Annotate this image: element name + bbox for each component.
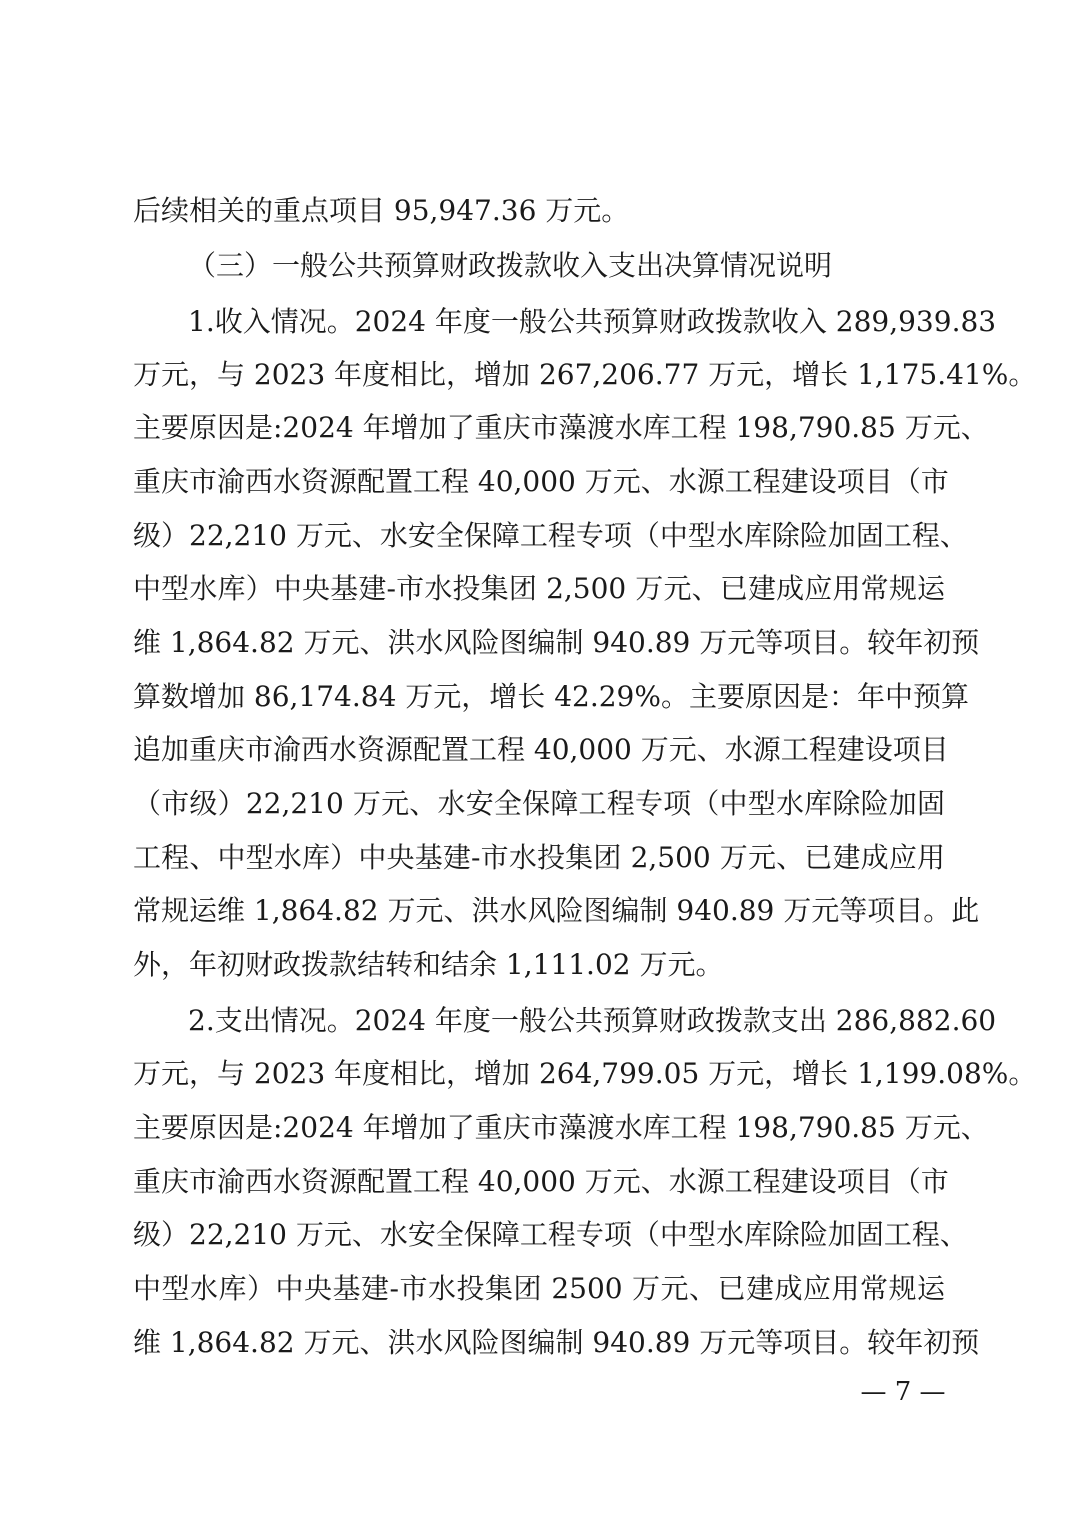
body-text-line: 主要原因是:2024 年增加了重庆市藻渡水库工程 198,790.85 万元、 — [133, 411, 989, 444]
body-text-line: 工程、中型水库）中央基建-市水投集团 2,500 万元、已建成应用 — [133, 841, 945, 874]
body-text-line: 追加重庆市渝西水资源配置工程 40,000 万元、水源工程建设项目 — [133, 733, 949, 766]
body-text-line: 1.收入情况。2024 年度一般公共预算财政拨款收入 289,939.83 — [188, 305, 997, 338]
body-text-line: 维 1,864.82 万元、洪水风险图编制 940.89 万元等项目。较年初预 — [133, 626, 980, 659]
body-text-line: 重庆市渝西水资源配置工程 40,000 万元、水源工程建设项目（市 — [133, 465, 949, 498]
body-text-line: （市级）22,210 万元、水安全保障工程专项（中型水库除险加固 — [133, 787, 945, 820]
page-number: — 7 — — [860, 1377, 946, 1407]
body-text-line: 常规运维 1,864.82 万元、洪水风险图编制 940.89 万元等项目。此 — [133, 894, 980, 927]
body-text-line: 2.支出情况。2024 年度一般公共预算财政拨款支出 286,882.60 — [188, 1004, 997, 1037]
body-text-line: 后续相关的重点项目 95,947.36 万元。 — [133, 194, 630, 227]
body-text-line: 级）22,210 万元、水安全保障工程专项（中型水库除险加固工程、 — [133, 1218, 968, 1251]
body-text-line: 万元，与 2023 年度相比，增加 267,206.77 万元，增长 1,175.41%。 — [133, 358, 1037, 391]
body-text-line: 算数增加 86,174.84 万元，增长 42.29%。主要原因是：年中预算 — [133, 680, 969, 713]
body-text-line: 主要原因是:2024 年增加了重庆市藻渡水库工程 198,790.85 万元、 — [133, 1111, 989, 1144]
body-text-line: 级）22,210 万元、水安全保障工程专项（中型水库除险加固工程、 — [133, 519, 968, 552]
body-text-line: 中型水库）中央基建-市水投集团 2,500 万元、已建成应用常规运 — [133, 572, 945, 605]
body-text-line: 万元，与 2023 年度相比，增加 264,799.05 万元，增长 1,199.08%。 — [133, 1057, 1037, 1090]
body-text-line: 维 1,864.82 万元、洪水风险图编制 940.89 万元等项目。较年初预 — [133, 1326, 980, 1359]
body-text-line: 重庆市渝西水资源配置工程 40,000 万元、水源工程建设项目（市 — [133, 1165, 949, 1198]
body-text-line: 外，年初财政拨款结转和结余 1,111.02 万元。 — [133, 948, 724, 981]
body-text-line: 中型水库）中央基建-市水投集团 2500 万元、已建成应用常规运 — [133, 1272, 945, 1305]
section-heading: （三）一般公共预算财政拨款收入支出决算情况说明 — [188, 249, 833, 282]
